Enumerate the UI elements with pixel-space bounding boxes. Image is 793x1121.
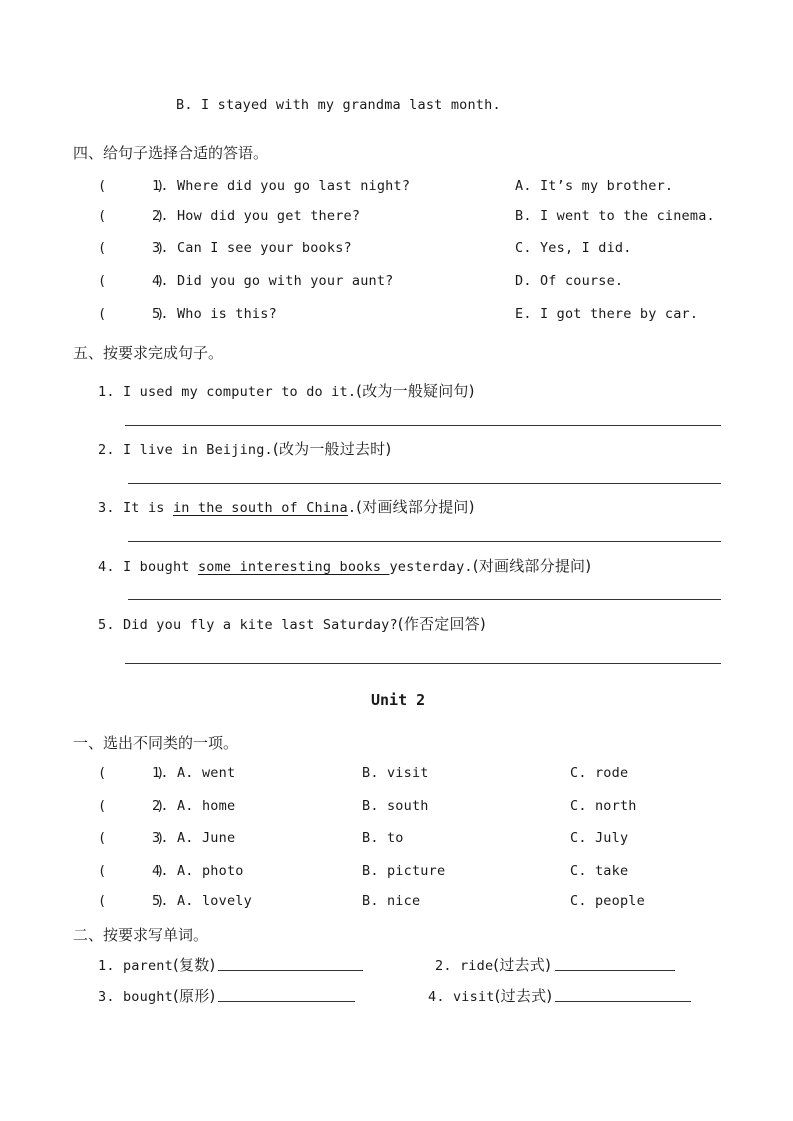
- answer-line[interactable]: [128, 483, 721, 484]
- answer-choice: D. Of course.: [515, 273, 624, 289]
- option-b-line: B. I stayed with my grandma last month.: [176, 97, 501, 113]
- option-a: 5. A. lovely: [152, 893, 252, 909]
- word-item-3: [98, 985, 215, 1006]
- word-item-4: [428, 985, 552, 1006]
- word-label: 1. parent: [98, 958, 173, 974]
- word-label: 2. ride: [435, 958, 494, 974]
- question-text: 2. How did you get there?: [152, 208, 361, 224]
- section4-heading: 四、给句子选择合适的答语。: [73, 144, 269, 162]
- section5-item-1: [98, 380, 475, 401]
- answer-choice: B. I went to the cinema.: [515, 208, 715, 224]
- answer-choice: A. It’s my brother.: [515, 178, 674, 194]
- word-item-1: [98, 954, 215, 975]
- answer-paren[interactable]: ( ): [98, 863, 165, 879]
- section5-heading: 五、按要求完成句子。: [73, 344, 224, 362]
- section5-item-5: [98, 613, 486, 634]
- answer-paren[interactable]: ( ): [98, 208, 165, 224]
- answer-line[interactable]: [128, 599, 721, 600]
- question-text: 3. Can I see your books?: [152, 240, 352, 256]
- option-b: B. nice: [362, 893, 421, 909]
- word-hint: (过去式): [494, 987, 553, 1005]
- answer-line[interactable]: [125, 663, 721, 664]
- word-hint: (复数): [172, 956, 216, 974]
- option-b: B. picture: [362, 863, 446, 879]
- sentence-text: 5. Did you fly a kite last Saturday?: [98, 617, 398, 633]
- instruction-note: (对画线部分提问): [356, 498, 475, 516]
- answer-line[interactable]: [125, 425, 721, 426]
- answer-paren[interactable]: ( ): [98, 240, 165, 256]
- word-hint: (原形): [172, 987, 216, 1005]
- option-b: B. south: [362, 798, 429, 814]
- section5-item-2: [98, 438, 391, 459]
- instruction-note: (改为一般过去时): [272, 440, 392, 458]
- sentence-text: 3. It is: [98, 500, 173, 516]
- word-label: 3. bought: [98, 989, 173, 1005]
- word-answer-line[interactable]: [555, 970, 675, 971]
- underlined-phrase: some interesting books: [197, 559, 390, 575]
- option-a: 4. A. photo: [152, 863, 244, 879]
- option-c: C. take: [570, 863, 629, 879]
- word-item-2: [435, 954, 551, 975]
- answer-line[interactable]: [128, 541, 721, 542]
- option-a: 2. A. home: [152, 798, 236, 814]
- question-text: 5. Who is this?: [152, 306, 277, 322]
- answer-paren[interactable]: ( ): [98, 830, 165, 846]
- sentence-end: .: [347, 500, 357, 516]
- option-c: C. north: [570, 798, 637, 814]
- answer-choice: C. Yes, I did.: [515, 240, 632, 256]
- answer-paren[interactable]: ( ): [98, 178, 165, 194]
- unit-title: Unit 2: [371, 691, 426, 709]
- question-text: 1. Where did you go last night?: [152, 178, 411, 194]
- section5-item-4: [98, 555, 591, 576]
- answer-paren[interactable]: ( ): [98, 306, 165, 322]
- option-a: 3. A. June: [152, 830, 236, 846]
- option-b: B. to: [362, 830, 404, 846]
- word-answer-line[interactable]: [218, 970, 363, 971]
- sentence-end: yesterday.: [389, 559, 473, 575]
- word-label: 4. visit: [428, 989, 495, 1005]
- unit2-section1-heading: 一、选出不同类的一项。: [73, 734, 239, 752]
- option-a: 1. A. went: [152, 765, 236, 781]
- answer-paren[interactable]: ( ): [98, 273, 165, 289]
- option-c: C. July: [570, 830, 629, 846]
- answer-paren[interactable]: ( ): [98, 893, 165, 909]
- sentence-text: 4. I bought: [98, 559, 198, 575]
- sentence-text: 2. I live in Beijing.: [98, 442, 273, 458]
- answer-paren[interactable]: ( ): [98, 765, 165, 781]
- word-hint: (过去式): [493, 956, 552, 974]
- sentence-text: 1. I used my computer to do it.: [98, 384, 357, 400]
- word-answer-line[interactable]: [218, 1001, 355, 1002]
- option-c: C. rode: [570, 765, 629, 781]
- unit2-section2-heading: 二、按要求写单词。: [73, 926, 209, 944]
- answer-paren[interactable]: ( ): [98, 798, 165, 814]
- option-c: C. people: [570, 893, 645, 909]
- instruction-note: (对画线部分提问): [472, 557, 592, 575]
- question-text: 4. Did you go with your aunt?: [152, 273, 394, 289]
- answer-choice: E. I got there by car.: [515, 306, 699, 322]
- option-b: B. visit: [362, 765, 429, 781]
- word-answer-line[interactable]: [555, 1001, 691, 1002]
- underlined-phrase: in the south of China: [172, 500, 348, 516]
- instruction-note: (作否定回答): [397, 615, 486, 633]
- section5-item-3: [98, 496, 475, 517]
- instruction-note: (改为一般疑问句): [356, 382, 475, 400]
